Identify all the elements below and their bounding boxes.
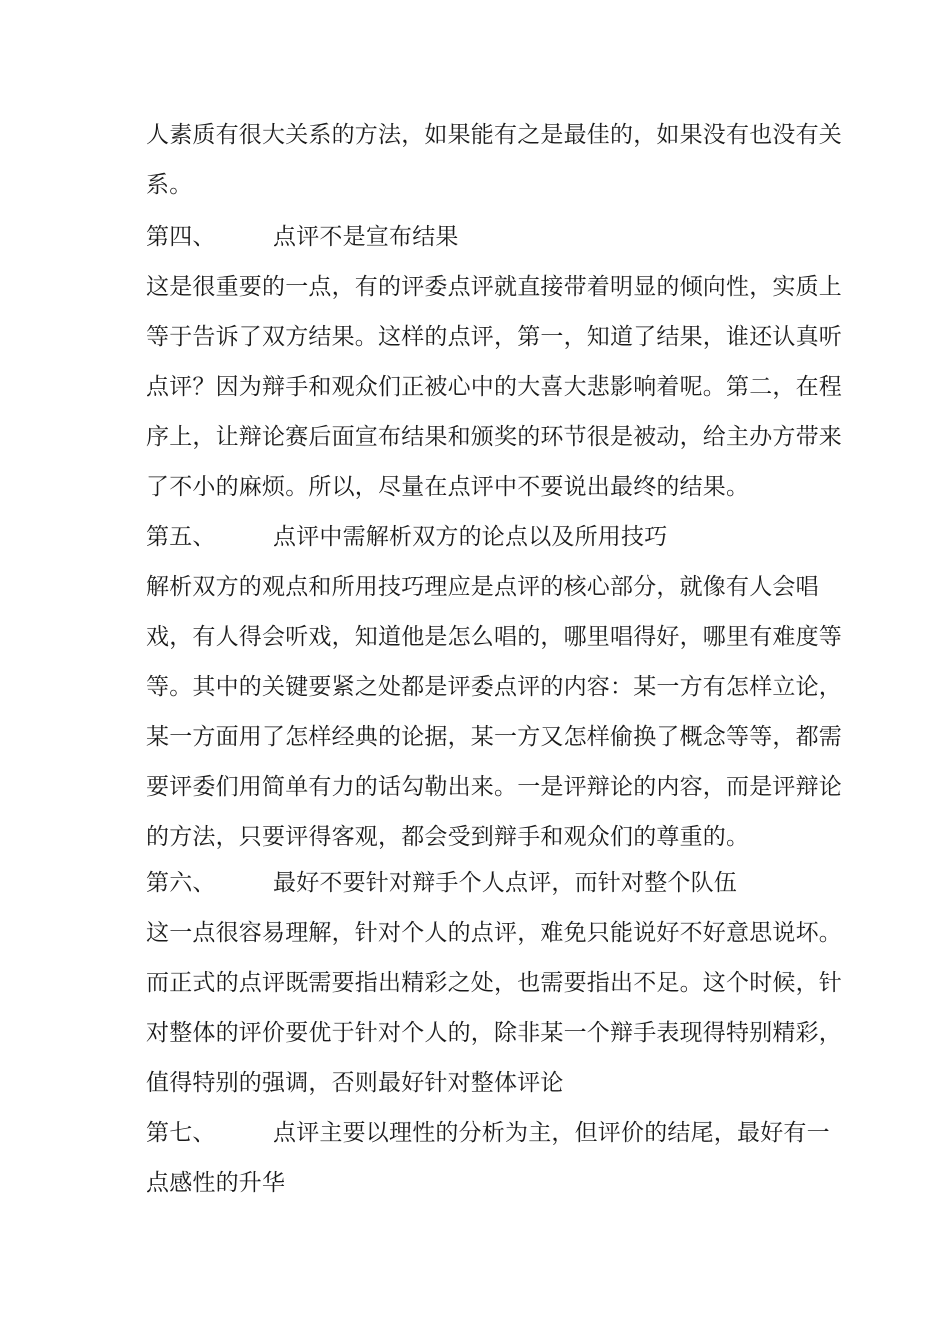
text-line: 而正式的点评既需要指出精彩之处，也需要指出不足。这个时候，针 (146, 970, 842, 996)
text-line: 这一点很容易理解，针对个人的点评，难免只能说好不好意思说坏。 (146, 920, 842, 946)
section-heading-4 (146, 222, 459, 252)
section-heading-7 (146, 1118, 830, 1148)
text-line: 序上，让辩论赛后面宣布结果和颁奖的环节很是被动，给主办方带来 (146, 424, 842, 450)
section-number: 第七、 (146, 1120, 216, 1146)
section-title: 最好不要针对辩手个人点评，而针对整个队伍 (273, 870, 737, 896)
section-number: 第五、 (146, 524, 216, 550)
section-heading-5 (146, 522, 667, 552)
text-line: 点评？因为辩手和观众们正被心中的大喜大悲影响着呢。第二，在程 (146, 374, 842, 400)
text-line: 人素质有很大关系的方法，如果能有之是最佳的，如果没有也没有关 (146, 122, 842, 148)
text-line: 系。 (146, 172, 193, 198)
text-line: 了不小的麻烦。所以，尽量在点评中不要说出最终的结果。 (146, 474, 750, 500)
text-line: 等于告诉了双方结果。这样的点评，第一，知道了结果，谁还认真听 (146, 324, 842, 350)
text-line: 值得特别的强调，否则最好针对整体评论 (146, 1070, 564, 1096)
text-line: 要评委们用简单有力的话勾勒出来。一是评辩论的内容，而是评辩论 (146, 774, 842, 800)
text-line: 的方法，只要评得客观，都会受到辩手和观众们的尊重的。 (146, 824, 750, 850)
text-line: 这是很重要的一点，有的评委点评就直接带着明显的倾向性，实质上 (146, 274, 842, 300)
text-line: 解析双方的观点和所用技巧理应是点评的核心部分，就像有人会唱 (146, 574, 819, 600)
text-line: 戏，有人得会听戏，知道他是怎么唱的，哪里唱得好，哪里有难度等 (146, 624, 842, 650)
text-line: 点感性的升华 (146, 1170, 286, 1196)
section-title: 点评中需解析双方的论点以及所用技巧 (273, 524, 668, 550)
section-heading-6 (146, 868, 737, 898)
section-number: 第六、 (146, 870, 216, 896)
text-line: 对整体的评价要优于针对个人的，除非某一个辩手表现得特别精彩， (146, 1020, 842, 1046)
text-line: 某一方面用了怎样经典的论据，某一方又怎样偷换了概念等等，都需 (146, 724, 842, 750)
section-title: 点评不是宣布结果 (273, 224, 459, 250)
section-number: 第四、 (146, 224, 216, 250)
text-line: 等。其中的关键要紧之处都是评委点评的内容：某一方有怎样立论， (146, 674, 842, 700)
section-title: 点评主要以理性的分析为主，但评价的结尾，最好有一 (273, 1120, 830, 1146)
